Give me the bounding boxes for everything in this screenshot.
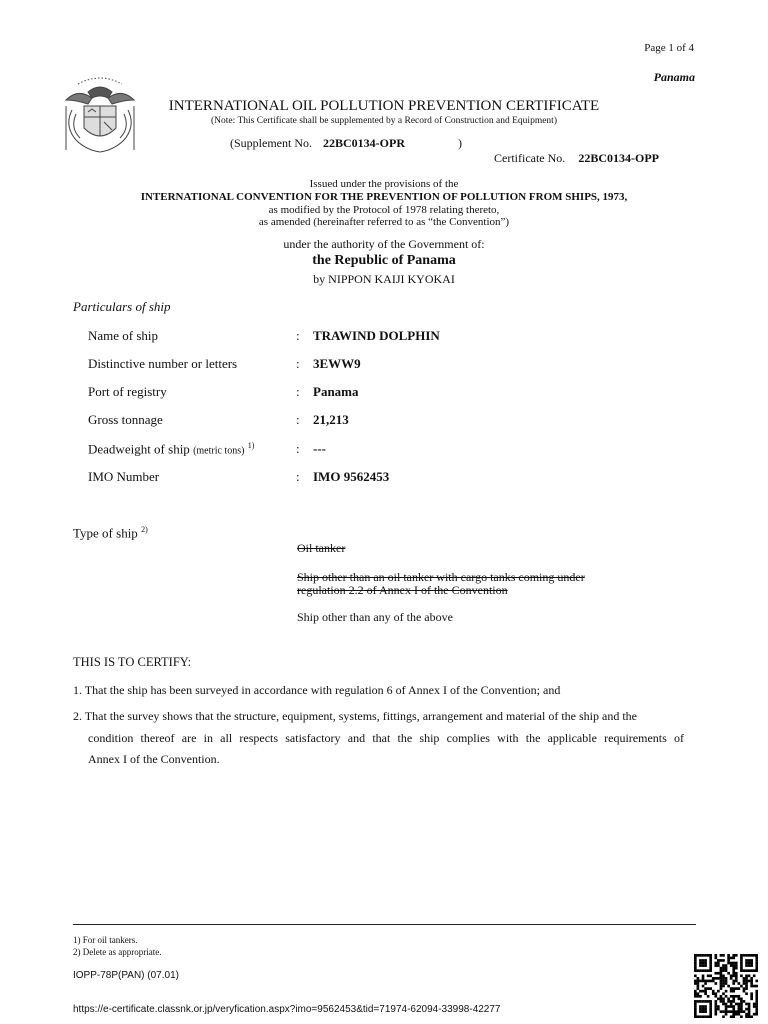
row-label: Name of ship: [88, 328, 159, 343]
certificate-number: 22BC0134-OPP: [578, 151, 659, 165]
imo-value: IMO 9562453: [313, 469, 390, 484]
deadweight-footnote-ref: 1): [247, 441, 255, 450]
supplement-number: 22BC0134-OPR: [323, 136, 405, 150]
supplement-label: (Supplement No.: [230, 136, 312, 150]
type-of-ship-text: Type of ship: [73, 525, 138, 541]
certificate-number-label: Certificate No.: [494, 151, 566, 165]
row-colon: :: [296, 328, 300, 343]
row-label: IMO Number: [88, 469, 160, 484]
call-sign-value: 3EWW9: [313, 356, 361, 371]
port-value: Panama: [313, 384, 359, 399]
deadweight-label: Deadweight of ship: [88, 441, 190, 457]
row-label: Distinctive number or letters: [88, 356, 238, 371]
amended-line: as amended (hereinafter referred to as “the Convention”): [258, 216, 510, 228]
particulars-heading: Particulars of ship: [73, 299, 171, 314]
type-of-ship-label: [73, 525, 148, 541]
row-colon: :: [296, 469, 300, 484]
certify-item-2-line1: 2. That the survey shows that the structure, equipment, systems, fittings, arrangement and material of the ship and the: [73, 709, 637, 723]
verification-url[interactable]: https://e-certificate.classnk.or.jp/veryfication.aspx?imo=9562453&tid=71974-62094-33998-42277: [73, 1004, 501, 1015]
authority-line: under the authority of the Government of:: [283, 237, 485, 251]
certify-item-2-line2: condition thereof are in all respects satisfactory and that the ship complies with the applicable requirements of: [88, 731, 684, 745]
issued-under: Issued under the provisions of the: [309, 178, 459, 190]
row-colon: :: [296, 356, 300, 371]
deadweight-unit: (metric tons): [193, 445, 245, 457]
certificate-note: (Note: This Certificate shall be supplemented by a Record of Construction and Equipment): [211, 116, 557, 126]
supplement-line: [230, 136, 462, 151]
certificate-number-line: [494, 151, 659, 166]
certify-item-1: 1. That the ship has been surveyed in accordance with regulation 6 of Annex I of the Convention; and: [73, 683, 561, 697]
certify-heading: THIS IS TO CERTIFY:: [73, 655, 192, 669]
form-code: IOPP-78P(PAN) (07.01): [73, 970, 179, 981]
protocol-line: as modified by the Protocol of 1978 relating thereto,: [268, 204, 500, 216]
certificate-title: INTERNATIONAL OIL POLLUTION PREVENTION CERTIFICATE: [168, 98, 600, 114]
gross-tonnage-value: 21,213: [313, 412, 349, 427]
footnote-1: 1) For oil tankers.: [73, 935, 138, 945]
page-indicator: Page 1 of 4: [644, 42, 694, 54]
type-option-oil-tanker: Oil tanker: [297, 541, 346, 555]
qr-code-icon[interactable]: [694, 954, 758, 1018]
row-label: [88, 441, 254, 457]
footnote-2: 2) Delete as appropriate.: [73, 947, 162, 957]
certify-item-2-line3: Annex I of the Convention.: [88, 752, 220, 766]
ship-name-value: TRAWIND DOLPHIN: [313, 328, 440, 343]
type-footnote-ref: 2): [141, 525, 148, 534]
supplement-close: ): [458, 136, 462, 150]
row-label: Gross tonnage: [88, 412, 163, 427]
issuing-society: by NIPPON KAIJI KYOKAI: [313, 272, 455, 286]
row-colon: :: [296, 412, 300, 427]
row-colon: :: [296, 384, 300, 399]
convention-name: INTERNATIONAL CONVENTION FOR THE PREVENTION OF POLLUTION FROM SHIPS, 1973,: [140, 191, 628, 203]
type-option-cargo-tanks-line1: Ship other than an oil tanker with cargo tanks coming under: [297, 570, 585, 584]
deadweight-value: ---: [313, 441, 326, 456]
row-label: Port of registry: [88, 384, 167, 399]
government-name: the Republic of Panama: [312, 253, 456, 268]
type-option-other: Ship other than any of the above: [297, 610, 453, 624]
flag-state: Panama: [653, 70, 695, 84]
footnote-divider: [73, 924, 696, 925]
type-option-cargo-tanks-line2: regulation 2.2 of Annex I of the Convention: [297, 583, 508, 597]
row-colon: :: [296, 441, 300, 456]
